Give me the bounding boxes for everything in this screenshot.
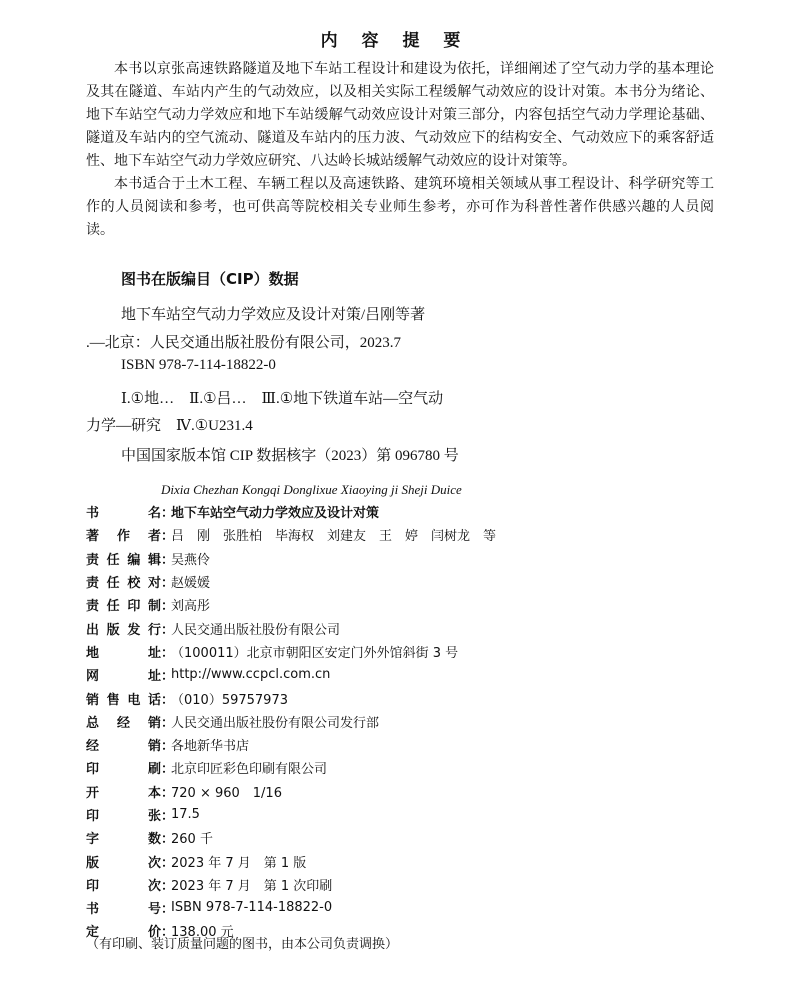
cip-heading: 图书在版编目（CIP）数据 [121,270,299,288]
info-colon: ： [161,715,175,731]
info-row [86,756,706,779]
cip-line: Ⅰ.①地… Ⅱ.①吕… Ⅲ.①地下铁道车站—空气动 [121,391,444,407]
info-colon: ： [161,552,175,568]
info-row [86,733,706,756]
info-value: 吕 刚 张胜柏 毕海权 刘建友 王 婷 闫树龙 等 [171,529,497,545]
info-value: （100011）北京市朝阳区安定门外外馆斜街 3 号 [171,645,459,661]
info-row [86,523,706,546]
cip-line: 力学—研究 Ⅳ.①U231.4 [86,418,253,434]
info-label: 著 作 者 [86,529,161,545]
info-colon: ： [161,925,175,941]
page-title: 内 容 提 要 [320,31,470,51]
info-value: 17.5 [171,807,200,822]
info-label: 开 本 [86,785,161,801]
info-label: 印 刷 [86,762,161,778]
info-value: （010）59757973 [171,692,288,708]
info-value: 138.00 元 [171,925,234,941]
info-value: 2023 年 7 月 第 1 版 [171,855,307,871]
info-colon: ： [161,692,175,708]
info-label: 销 售 电 话 [86,692,161,708]
info-label: 责 任 校 对 [86,576,161,592]
info-label: 书 名 [86,506,161,522]
info-row [86,547,706,570]
info-row [86,710,706,733]
info-value: 刘高彤 [171,599,211,615]
info-colon: ： [161,599,175,615]
info-label: 责 任 编 辑 [86,552,161,568]
info-row [86,663,706,686]
cip-line: .—北京：人民交通出版社股份有限公司，2023.7 [86,335,402,351]
info-label: 版 次 [86,855,161,871]
quality-note: （有印刷、装订质量问题的图书，由本公司负责调换） [86,937,399,952]
info-label: 书 号 [86,902,161,918]
info-value: 720 × 960 1/16 [171,785,282,801]
info-label: 印 次 [86,878,161,894]
info-value: 赵媛媛 [171,576,211,592]
info-row [86,803,706,826]
info-colon: ： [161,645,175,661]
cip-line: 地下车站空气动力学效应及设计对策/吕刚等著 [121,307,426,323]
info-label: 经 销 [86,739,161,755]
info-colon: ： [161,902,175,918]
publication-info [86,500,706,943]
info-label: 出 版 发 行 [86,622,161,638]
info-row [86,570,706,593]
info-colon: ： [161,832,175,848]
info-colon: ： [161,506,175,522]
info-colon: ： [161,809,175,824]
summary [86,58,714,242]
info-colon: ： [161,669,175,685]
summary-paragraph: 本书以京张高速铁路隧道及地下车站工程设计和建设为依托，详细阐述了空气动力学的基本理论及其在隧道、车站内产生的气动效应，以及相关实际工程缓解气动效应的设计对策。本书分为绪论、地下车站空气动力学效应和地下车站缓解气动效应设计对策三部分，内容包括空气动力学理论基础、隧道及车站内的空气流动、隧道及车站内的压力波、气动效应下的结构安全、气动效应下的乘客舒适性、地下车站空气动力学效应研究、八达岭长城站缓解气动效应的设计对策等。 [86,61,714,169]
info-colon: ： [161,576,175,592]
info-row [86,896,706,919]
info-label: 字 数 [86,832,161,848]
info-colon: ： [161,785,175,801]
info-row [86,686,706,709]
info-label: 地 址 [86,645,161,661]
info-row [86,873,706,896]
info-value: 人民交通出版社股份有限公司 [171,622,341,638]
info-value: 地下车站空气动力学效应及设计对策 [171,506,380,522]
info-colon: ： [161,529,175,545]
info-row [86,826,706,849]
info-label: 印 张 [86,809,161,824]
info-label: 总 经 销 [86,715,161,731]
info-label: 网 址 [86,669,161,685]
info-colon: ： [161,855,175,871]
cip-line: 中国国家版本馆 CIP 数据核字（2023）第 096780 号 [121,448,459,464]
summary-paragraph: 本书适合于土木工程、车辆工程以及高速铁路、建筑环境相关领域从事工程设计、科学研究等工作的人员阅读和参考，也可供高等院校相关专业师生参考，亦可作为科普性著作供感兴趣的人员阅读。 [86,176,714,238]
info-value: 各地新华书店 [171,739,250,755]
info-value: 2023 年 7 月 第 1 次印刷 [171,878,333,894]
info-colon: ： [161,622,175,638]
info-value: 260 千 [171,832,213,848]
info-row [86,616,706,639]
info-row [86,780,706,803]
info-colon: ： [161,878,175,894]
info-colon: ： [161,739,175,755]
info-row [86,640,706,663]
pinyin-title: Dixia Chezhan Kongqi Donglixue Xiaoying ji Sheji Duice [161,482,462,497]
info-colon: ： [161,762,175,778]
info-label: 定 价 [86,925,161,941]
info-value: 北京印匠彩色印刷有限公司 [171,762,328,778]
info-value: ISBN 978-7-114-18822-0 [171,900,333,916]
info-row [86,593,706,616]
info-value: 吴燕伶 [171,552,211,568]
info-row [86,849,706,872]
info-value: 人民交通出版社股份有限公司发行部 [171,715,380,731]
cip-line: ISBN 978-7-114-18822-0 [121,357,276,373]
info-label: 责 任 印 制 [86,599,161,615]
info-row [86,500,706,523]
info-value: http://www.ccpcl.com.cn [171,667,331,683]
